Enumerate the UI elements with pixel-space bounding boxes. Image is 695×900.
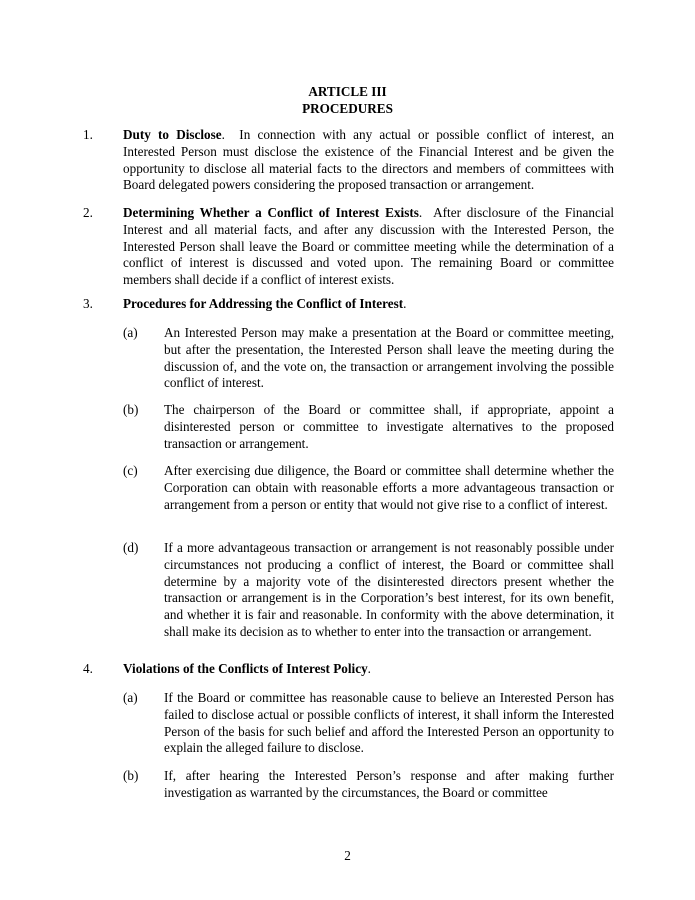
article-number: ARTICLE III [308,84,387,99]
section-paragraph: Violations of the Conflicts of Interest Policy. [123,661,371,676]
subsection-label: (a) [123,325,138,340]
subsection-label: (a) [123,690,138,705]
subsection-label: (c) [123,463,138,478]
subsection-text: If a more advantageous transaction or arrangement is not reasonably possible under circumstances not producing a conflict of interest, the Board or committee shall determine by a majority vote of the disinterested directors present whether the transaction or arrangement is in the Corporation’s best interest, for its own benefit, and whether it is fair and reasonable. In conformity with the above determination, it shall make its decision as to whether to enter into the transaction or arrangement. [164,540,614,639]
subsection-text: The chairperson of the Board or committee shall, if appropriate, appoint a disinterested person or committee to investigate alternatives to the proposed transaction or arrangement. [164,402,614,451]
section-heading: Determining Whether a Conflict of Interest Exists [123,205,419,220]
section-body: After disclosure of the Financial Interest and all material facts, and after any discussion with the Interested Person, the Interested Person shall leave the Board or committee meeting while the determination of a conflict of interest is discussed and voted upon. The remaining Board or committee members shall decide if a conflict of interest exists. [123,205,614,288]
subsection-label: (b) [123,402,139,417]
section-number: 4. [83,661,93,676]
section-heading: Procedures for Addressing the Conflict of Interest [123,296,404,311]
section-paragraph: Determining Whether a Conflict of Interest Exists. After disclosure of the Financial Interest and all material facts, and after any discussion with the Interested Person, the Interested Person shall leave the Board or committee meeting while the determination of a conflict of interest is discussed and voted upon. The remaining Board or committee members shall decide if a conflict of interest exists. [123,205,614,288]
section-heading: Duty to Disclose [123,127,222,142]
subsection-text: If, after hearing the Interested Person’s response and after making further investigation as warranted by the circumstances, the Board or committee [164,768,614,800]
subsection-text: If the Board or committee has reasonable cause to believe an Interested Person has failed to disclose actual or possible conflicts of interest, it shall inform the Interested Person of the basis for such belief and afford the Interested Person an opportunity to explain the alleged failure to disclose. [164,690,614,756]
section-number: 2. [83,205,93,220]
article-heading [0,83,695,117]
subsection-text: An Interested Person may make a presentation at the Board or committee meeting, but after the presentation, the Interested Person shall leave the meeting during the discussion of, and the vote on, the transaction or arrangement involving the possible conflict of interest. [164,325,614,391]
subsection-label: (b) [123,768,139,783]
section-number: 1. [83,127,93,142]
section-paragraph: Duty to Disclose. In connection with any actual or possible conflict of interest, an Interested Person must disclose the existence of the Financial Interest and be given the opportunity to disclose all material facts to the directors and members of committees with Board delegated powers considering the proposed transaction or arrangement. [123,127,615,193]
article-title: PROCEDURES [302,101,393,116]
page-number: 2 [344,848,351,863]
section-body: In connection with any actual or possible conflict of interest, an Interested Person must disclose the existence of the Financial Interest and be given the opportunity to disclose all material facts to the directors and members of committees with Board delegated powers considering the proposed transaction or arrangement. [123,127,615,193]
section-number: 3. [83,296,93,311]
subsection-label: (d) [123,540,139,555]
subsection-text: After exercising due diligence, the Board or committee shall determine whether the Corporation can obtain with reasonable efforts a more advantageous transaction or arrangement from a person or entity that would not give rise to a conflict of interest. [164,463,614,512]
section-paragraph: Procedures for Addressing the Conflict of Interest. [123,296,407,311]
section-heading: Violations of the Conflicts of Interest Policy [123,661,368,676]
